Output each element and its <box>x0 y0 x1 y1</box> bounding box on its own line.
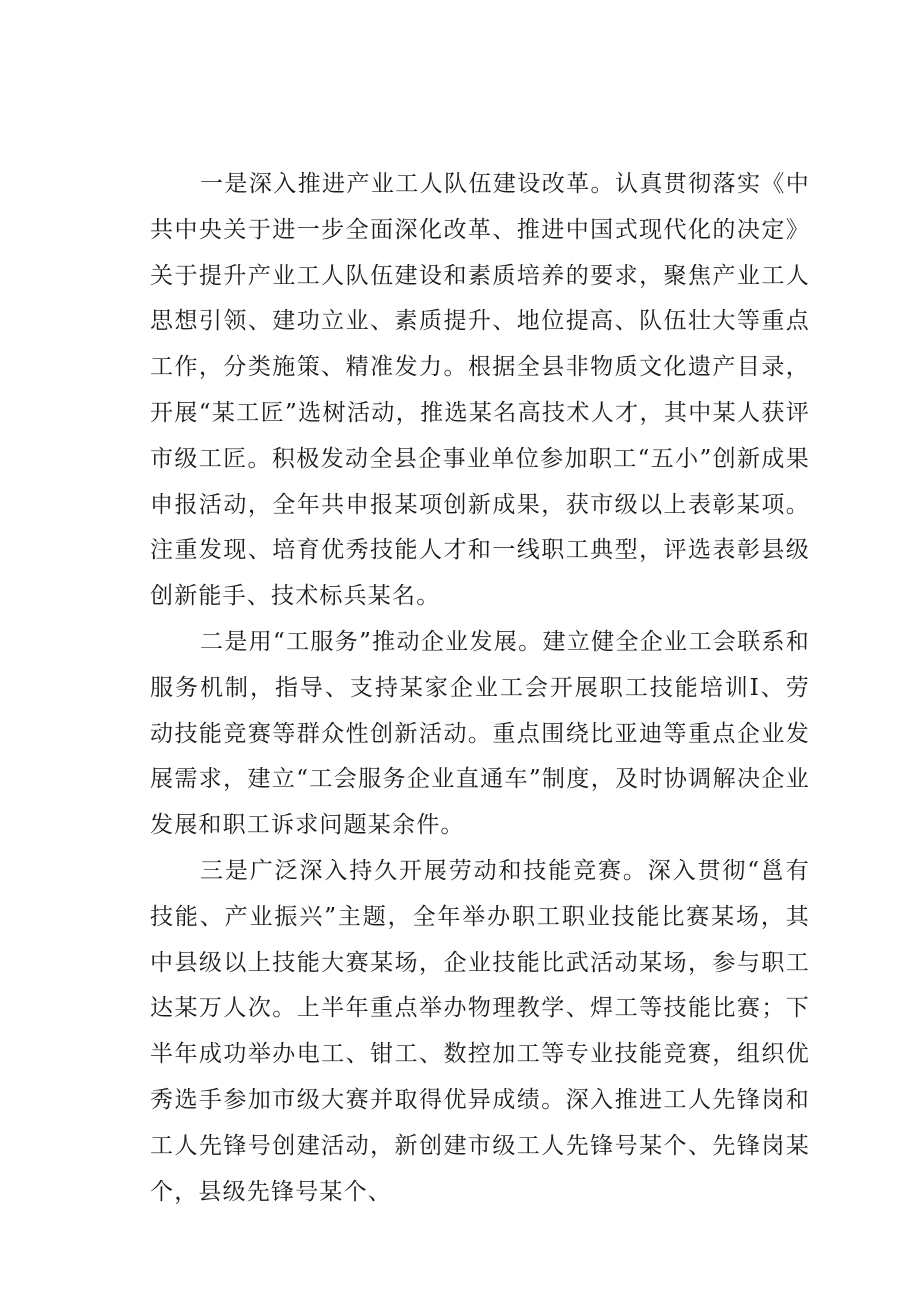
paragraph-2: 二是用“工服务”推动企业发展。建立健全企业工会联系和服务机制，指导、支持某家企业工会开展职工技能培训I、劳动技能竞赛等群众性创新活动。重点围绕比亚迪等重点企业发展需求，建立“工会服务企业直通车”制度，及时协调解决企业发展和职工诉求问题某余件。 <box>150 628 810 839</box>
paragraph-3: 三是广泛深入持久开展劳动和技能竞赛。深入贯彻“邕有技能、产业振兴”主题，全年举办职工职业技能比赛某场，其中县级以上技能大赛某场，企业技能比武活动某场，参与职工达某万人次。上半年重点举办物理教学、焊工等技能比赛；下半年成功举办电工、钳工、数控加工等专业技能竞赛，组织优秀选手参加市级大赛并取得优异成绩。深入推进工人先锋岗和工人先锋号创建活动，新创建市级工人先锋号某个、先锋岗某个，县级先锋号某个、 <box>150 857 810 1205</box>
document-body <box>150 162 810 1215</box>
paragraph-1: 一是深入推进产业工人队伍建设改革。认真贯彻落实《中共中央关于进一步全面深化改革、推进中国式现代化的决定》关于提升产业工人队伍建设和素质培养的要求，聚焦产业工人思想引领、建功立业、素质提升、地位提高、队伍壮大等重点工作，分类施策、精准发力。根据全县非物质文化遗产目录，开展“某工匠”选树活动，推选某名高技术人才，其中某人获评市级工匠。积极发动全县企事业单位参加职工“五小”创新成果申报活动，全年共申报某项创新成果，获市级以上表彰某项。注重发现、培育优秀技能人才和一线职工典型，评选表彰县级创新能手、技术标兵某名。 <box>150 171 810 610</box>
